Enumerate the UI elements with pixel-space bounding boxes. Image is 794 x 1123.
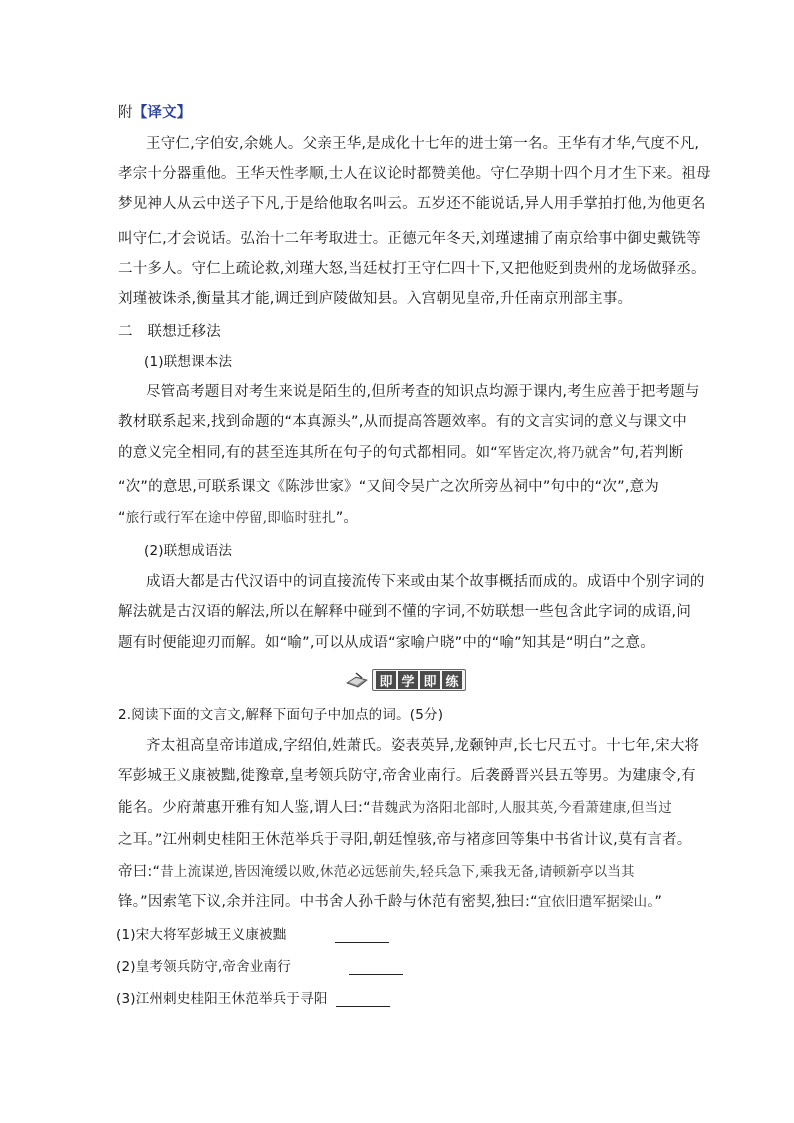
answer-item-label: (2)皇考领兵防守,帝舍业南行 [116,959,291,975]
translation-heading [118,103,192,123]
banner-char: 学 [398,671,418,689]
answer-blank[interactable] [336,992,390,1007]
quoted-text: 昔魏武为洛阳北部时,人服其英,今看萧建康,但当过 [370,800,672,816]
passage-line [118,892,662,912]
answer-item-label: (1)宋大将军彭城王义康被黜 [116,927,287,943]
paragraph-line: 题有时便能迎刃而解。如“喻”,可以从成语“家喻户晓”中的“喻”知其是“明白”之意。 [118,635,655,651]
banner-label [372,669,466,691]
quoted-text: 旅行或行军在途中停留,即临时驻扎 [125,510,336,526]
translation-line: 叫守仁,才会说话。弘治十二年考取进士。正德元年冬天,刘瑾逮捕了南京给事中御史戴铣等 [118,231,701,247]
paragraph-line [118,508,358,528]
translation-line: 王守仁,字伯安,余姚人。父亲王华,是成化十七年的进士第一名。王华有才华,气度不凡, [146,136,700,152]
paragraph-line: 解法就是古汉语的解法,所以在解释中碰到不懂的字词,不妨联想一些包含此字词的成语,问 [118,604,692,620]
translation-line: 二十多人。守仁上疏论救,刘瑾大怒,当廷杖打王守仁四十下,又把他贬到贵州的龙场做驿丞。 [118,261,706,277]
passage-line [118,798,672,818]
answer-item [116,925,389,945]
paragraph-text: ”句,若判断 [612,445,684,461]
answer-blank[interactable] [335,928,389,943]
translation-line: 刘瑾被诛杀,衡量其才能,调迁到庐陵做知县。入宫朝见皇帝,升任南京刑部主事。 [118,291,633,307]
question-prompt: 2.阅读下面的文言文,解释下面句子中加点的词。(5分) [118,707,444,723]
paragraph-line [118,443,683,463]
answer-item [116,957,403,977]
section-title: 二 联想迁移法 [118,324,221,340]
subsection-title: (1)联想课本法 [144,354,233,370]
paragraph-text: “ [118,510,126,526]
paragraph-line: 成语大都是古代汉语中的词直接流传下来或由某个故事概括而成的。成语中个别字词的 [146,574,705,590]
answer-item-label: (3)江州刺史桂阳王休范举兵于寻阳 [116,991,328,1007]
passage-text: ” [654,894,663,910]
passage-line [118,862,635,882]
passage-text: 能名。少府萧惠开雅有知人鉴,谓人曰:“ [118,800,371,816]
heading-title: 【译文】 [132,105,192,121]
quoted-text: 宜依旧遣军据梁山。 [537,894,655,910]
translation-line: 梦见神人从云中送子下凡,于是给他取名叫云。五岁还不能说话,异人用手掌拍打他,为他更名 [118,196,706,212]
passage-line: 齐太祖高皇帝讳道成,字绍伯,姓萧氏。姿表英异,龙颡钟声,长七尺五寸。十七年,宋大将 [146,738,700,754]
quoted-text: 军皆定次,将乃就舍 [498,445,613,461]
paragraph-line: 教材联系起来,找到命题的“本真源头”,从而提高答题效率。有的文言实词的意义与课文中 [118,414,687,430]
paragraph-line: “次”的意思,可联系课文《陈涉世家》“又间令吴广之次所旁丛祠中”句中的“次”,意为 [118,479,659,495]
passage-text: 锋。”因索笔下议,余并注同。中书舍人孙千龄与休范有密契,独曰:“ [118,894,538,910]
paragraph-line: 尽管高考题目对考生来说是陌生的,但所考查的知识点均源于课内,考生应善于把考题与 [146,384,700,400]
banner-char: 练 [442,671,462,689]
translation-line: 孝宗十分器重他。王华天性孝顺,士人在议论时都赞美他。守仁孕期十四个月才生下来。祖母 [118,166,711,182]
subsection-title: (2)联想成语法 [144,543,233,559]
banner-char: 即 [376,671,396,689]
passage-text: 帝曰:“ [118,864,161,880]
passage-line: 之耳。”江州刺史桂阳王休范举兵于寻阳,朝廷惶骇,帝与褚彦回等集中书省计议,莫有言者。 [118,832,692,848]
practice-banner [346,669,466,691]
answer-blank[interactable] [349,960,403,975]
heading-prefix: 附 [118,105,133,121]
banner-char: 即 [420,671,440,689]
answer-item [116,989,390,1009]
passage-line: 军彭城王义康被黜,徙豫章,皇考领兵防守,帝舍业南行。后袭爵晋兴县五等男。为建康令,有 [118,768,696,784]
quoted-text: 昔上流谋逆,皆因淹缓以败,休范必远惩前失,轻兵急下,乘我无备,请顿新亭以当其 [160,864,635,880]
paragraph-text: ”。 [335,510,359,526]
paragraph-text: 的意义完全相同,有的甚至连其所在句子的句式都相同。如“ [118,445,499,461]
book-icon [346,672,368,688]
